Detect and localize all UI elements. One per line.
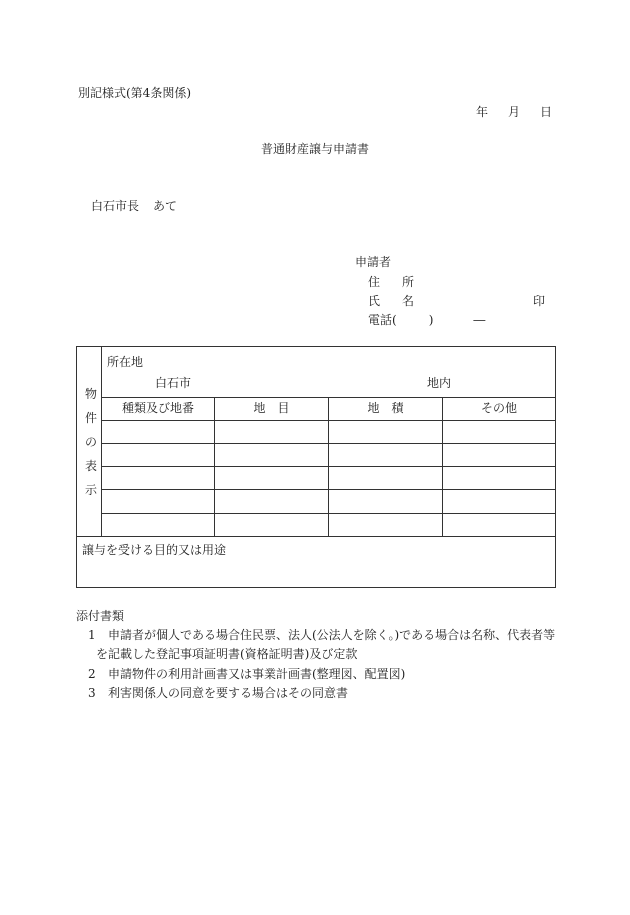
column-header-lot: 種類及び地番 <box>121 401 194 415</box>
name-label-2: 名 <box>402 294 415 308</box>
property-table <box>76 346 556 588</box>
side-column-divider <box>101 347 102 536</box>
side-label-char: 物 <box>84 387 97 401</box>
side-label-char: 表 <box>84 459 97 473</box>
attachment-number: 3 <box>88 686 96 700</box>
addressee-suffix: あて <box>153 199 178 213</box>
location-label: 所在地 <box>107 355 144 369</box>
purpose-divider <box>77 536 555 537</box>
attachment-item-continuation: を記載した登記事項証明書(資格証明書)及び定款 <box>96 647 358 661</box>
column-divider <box>328 397 329 536</box>
attachment-number: 2 <box>88 667 96 681</box>
phone-label: 電話( <box>368 313 397 327</box>
applicant-label: 申請者 <box>355 255 392 269</box>
side-label-char: 示 <box>84 483 97 497</box>
attachments-title: 添付書類 <box>76 609 125 623</box>
attachment-text: 申請者が個人である場合住民票、法人(公法人を除く。)である場合は名称、代表者等 <box>108 628 556 642</box>
date-line <box>476 105 552 119</box>
column-header-area: 地 積 <box>367 401 404 415</box>
name-label-1: 氏 <box>368 294 381 308</box>
document-title: 普通財産譲与申請書 <box>260 142 369 156</box>
column-header-land-category: 地 目 <box>253 401 290 415</box>
address-label-2: 所 <box>402 275 415 289</box>
addressee <box>91 199 177 213</box>
location-suffix: 地内 <box>427 376 452 390</box>
form-label: 別記様式(第4条関係) <box>78 86 191 100</box>
phone-dash: ― <box>473 313 486 327</box>
attachment-item <box>88 667 405 681</box>
addressee-name: 白石市長 <box>91 199 140 213</box>
location-city: 白石市 <box>155 376 192 390</box>
side-label-char: 件 <box>84 411 97 425</box>
date-day-label: 日 <box>539 105 552 119</box>
column-header-other: その他 <box>480 401 517 415</box>
purpose-label: 譲与を受ける目的又は用途 <box>82 543 227 557</box>
address-label-1: 住 <box>368 275 381 289</box>
column-divider <box>214 397 215 536</box>
column-divider <box>442 397 443 536</box>
applicant-name-row <box>368 294 414 308</box>
date-year-label: 年 <box>475 105 488 119</box>
attachment-text: 申請物件の利用計画書又は事業計画書(整理図、配置図) <box>108 667 406 681</box>
phone-close-paren: ) <box>428 313 434 327</box>
applicant-phone-row <box>368 313 485 327</box>
attachment-number: 1 <box>88 628 96 642</box>
attachment-text: 利害関係人の同意を要する場合はその同意書 <box>108 686 349 700</box>
attachment-item <box>88 686 348 700</box>
date-month-label: 月 <box>507 105 520 119</box>
seal-mark: 印 <box>533 294 546 308</box>
attachment-item <box>88 628 555 642</box>
applicant-address-row <box>368 275 414 289</box>
side-label-char: の <box>84 435 97 449</box>
